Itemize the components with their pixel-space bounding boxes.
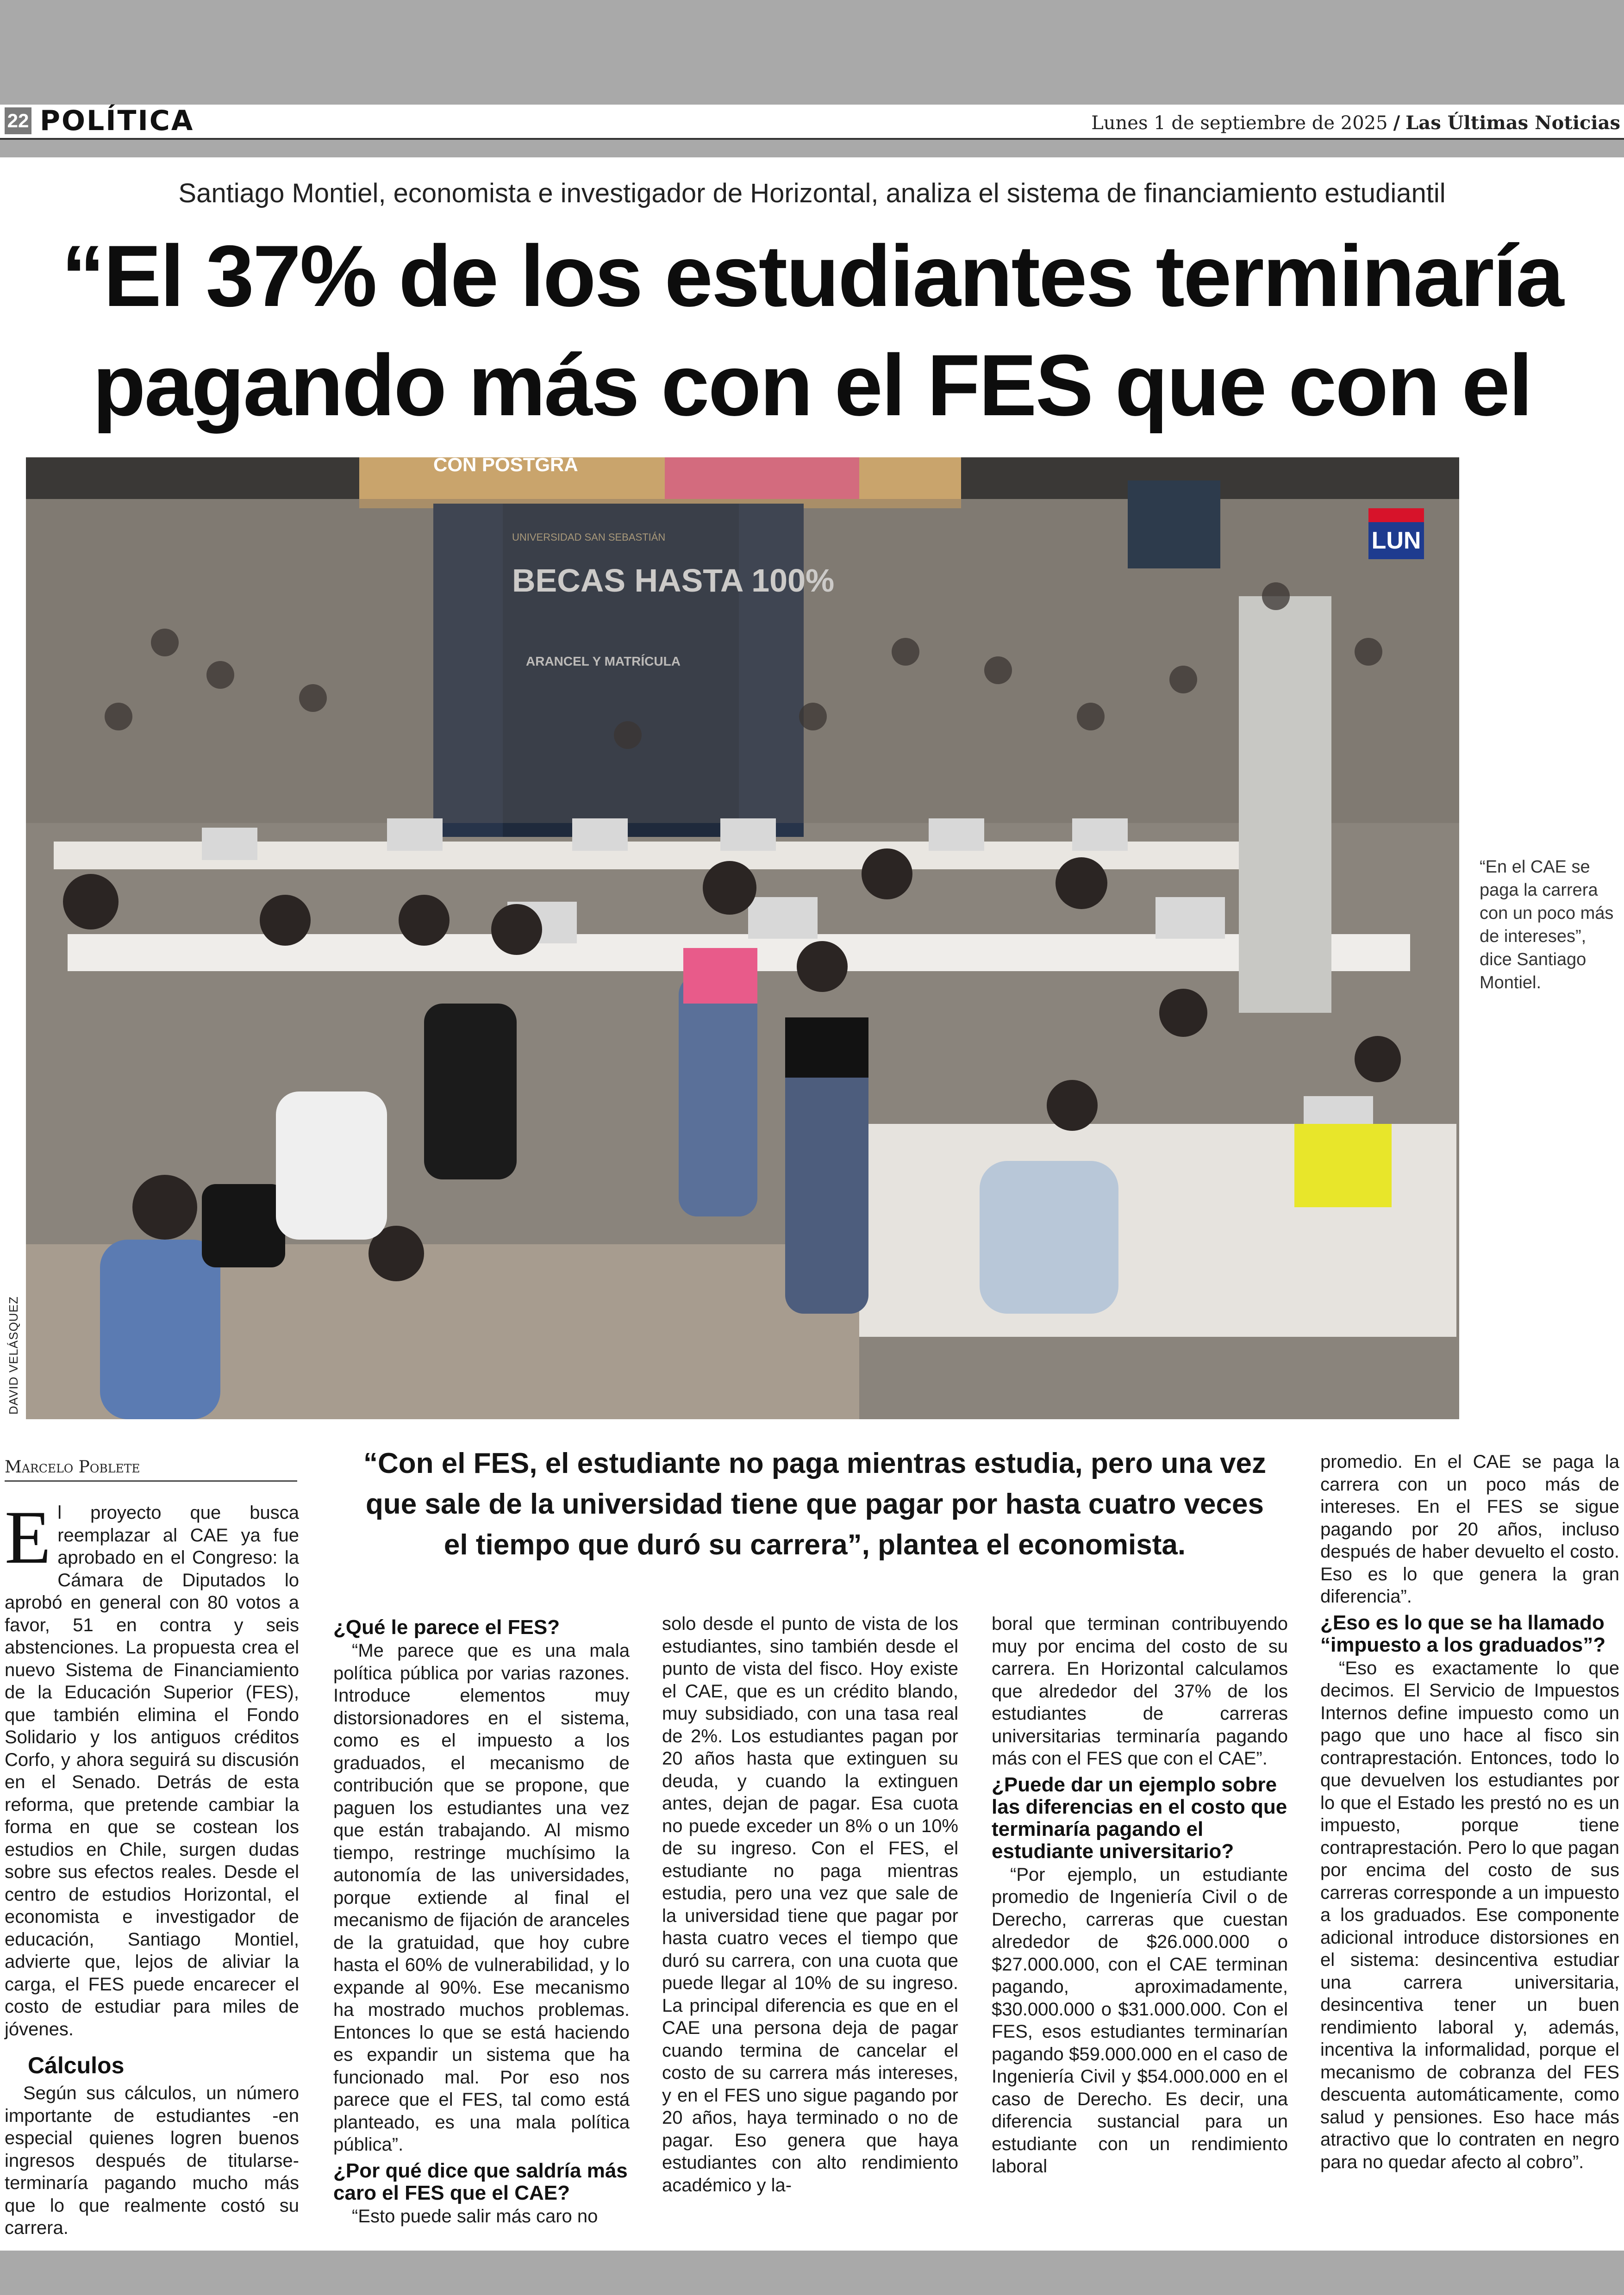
lun-logo	[1368, 508, 1424, 559]
section-title: POLÍTICA	[40, 105, 194, 137]
page-number: 22	[5, 107, 31, 134]
drop-cap: E	[5, 1496, 51, 1579]
question-3: ¿Puede dar un ejemplo sobre las diferencias en el costo que terminaría pagando el estudiante universitario?	[992, 1773, 1287, 1863]
answer-2-start: “Esto puede salir más caro no	[352, 2206, 598, 2226]
question-2: ¿Por qué dice que saldría más caro el FES que el CAE?	[333, 2159, 628, 2204]
dateline-separator: /	[1393, 112, 1400, 134]
article-kicker: Santiago Montiel, economista e investigador de Horizontal, analiza el sistema de financiamiento estudiantil	[178, 178, 1446, 208]
page-header	[0, 105, 1624, 140]
bottom-margin	[0, 2251, 1624, 2295]
column-4-text: boral que terminan contribuyendo muy por encima del costo de su carrera. En Horizontal calculamos que alrededor del 37% de los estudiantes de carreras universitarias terminaría pagando más con el FES que con el CAE”.	[992, 1614, 1288, 1769]
column-3-text: solo desde el punto de vista de los estudiantes, sino también desde el punto de vista del fisco. Hoy existe el CAE, que es un crédito blando, muy subsidiado, con una tasa real de 2%. Los estudiantes pagan por 20 años hasta que extinguen su deuda, y cuando la extinguen antes, dejan de pagar. Esa cuota no puede exceder un 8% o un 10% de su ingreso. Con el FES, el estudiante no paga mientras estudia, pero una vez que sale de la universidad tiene que pagar por hasta cuatro veces el tiempo que duró su carrera, con una cuota que puede llegar al 10% de su ingreso. La principal diferencia es que en el CAE una persona deja de pagar cuando termina de cancelar el costo de su carrera más intereses, y en el FES uno sigue pagando por 20 años, haya terminado o no de pagar. Eso genera que haya estudiantes con alto rendimiento académico y la-	[662, 1614, 958, 2195]
article-photo	[26, 454, 1459, 1419]
banner-text: BECAS HASTA 100%	[512, 562, 835, 599]
banner-sub-text: ARANCEL Y MATRÍCULA	[526, 654, 681, 668]
photo-illustration	[26, 454, 1459, 1419]
question-4: ¿Eso es lo que se ha llamado “impuesto a los graduados”?	[1320, 1611, 1606, 1656]
issue-date: Lunes 1 de septiembre de 2025	[1091, 112, 1388, 134]
headline-line-2: pagando más con el FES que con el	[92, 337, 1532, 434]
calculos-paragraph: Según sus cálculos, un número importante de estudiantes -en especial quienes logren buenos ingresos después de titularse- terminaría pagando mucho más que lo que realmente costó su carrera.	[5, 2083, 299, 2238]
answer-3: “Por ejemplo, un estudiante promedio de Ingeniería Civil o de Derecho, carreras que cuestan alrededor de $26.000.000 o $27.000.000, con el CAE terminan pagando, aproximadamente, $30.000.000 o $31.000.000. Con el FES, esos estudiantes terminarían pagando $59.000.000 en el caso de Ingeniería Civil y $54.000.000 en el caso de Derecho. Es decir, una diferencia sustancial para un estudiante con un rendimiento laboral	[992, 1864, 1288, 2177]
article-column-3	[662, 1613, 958, 2196]
intro-paragraph	[5, 1496, 299, 2040]
question-1: ¿Qué le parece el FES?	[333, 1616, 560, 1639]
article-column-1	[5, 1496, 299, 2238]
photo-credit: DAVID VELÁSQUEZ	[6, 1296, 20, 1415]
column-5-text: promedio. En el CAE se paga la carrera con un poco más de intereses. En el FES se sigue pagando por 20 años, incluso después de haber devuelto el costo. Eso es lo que genera la gran diferencia”.	[1320, 1452, 1619, 1607]
answer-4: “Eso es exactamente lo que decimos. El Servicio de Impuestos Internos define impuesto como un pago que uno hace al fisco sin contraprestación. Entonces, todo lo que devuelven los estudiantes por lo que el Estado les prestó no es un impuesto, porque tiene contraprestación. Pero lo que pagan por encima del costo de sus carreras corresponde a un impuesto a los graduados. Ese componente adicional introduce distorsiones en el sistema: desincentiva estudiar una carrera universitaria, desincentiva tener un buen rendimiento laboral y, además, incentiva la informalidad, porque el mecanismo de cobranza del FES descuenta automáticamente, como salud y pensiones. Eso hace más atractivo que lo contraten en negro para no quedar afecto al cobro”.	[1320, 1658, 1619, 2172]
lun-logo-text: LUN	[1368, 522, 1424, 559]
lun-logo-top	[1368, 508, 1424, 522]
subhead-calculos: Cálculos	[28, 2052, 125, 2078]
headline-line-1: “El 37% de los estudiantes terminaría	[61, 227, 1563, 324]
dateline	[1091, 110, 1620, 136]
article-column-5	[1320, 1451, 1619, 2196]
article-column-2	[333, 1613, 630, 2226]
byline: Marcelo Poblete	[5, 1457, 297, 1482]
photo-caption: “En el CAE se paga la carrera con un poco más de intereses”, dice Santiago Montiel.	[1480, 857, 1614, 992]
banner-brand-text: UNIVERSIDAD SAN SEBASTIÁN	[512, 531, 666, 543]
article-column-4	[992, 1613, 1288, 2196]
intro-text: l proyecto que busca reemplazar al CAE ya fue aprobado en el Congreso: la Cámara de Diputados lo aprobó en general con 80 votos a favor, 51 en contra y seis abstenciones. La propuesta crea el nuevo Sistema de Financiamiento de la Educación Superior (FES), que también elimina el Fondo Solidario y los antiguos créditos Corfo, y ahora seguirá su discusión en el Senado. Detrás de esta reforma, que pretende cambiar la forma en que se costean los estudios en Chile, surgen dudas sobre sus efectos reales. Desde el centro de estudios Horizontal, el economista e investigador de educación, Santiago Montiel, advierte que, lejos de aliviar la carga, el FES puede encarecer el costo de estudiar para miles de jóvenes.	[5, 1503, 299, 2039]
pull-quote: “Con el FES, el estudiante no paga mientras estudia, pero una vez que sale de la universidad tiene que pagar por hasta cuatro veces el tiempo que duró su carrera”, plantea el economista.	[363, 1447, 1266, 1561]
header-rule	[0, 138, 1624, 140]
answer-1: “Me parece que es una mala política pública por varias razones. Introduce elementos muy distorsionadores en el sistema, como es el impuesto a los graduados, el mecanismo de contribución que se propone, que paguen los estudiantes una vez que están trabajando. Al mismo tiempo, restringe muchísimo la autonomía de las universidades, porque extiende al final el mecanismo de fijación de aranceles de la gratuidad, que hoy cubre hasta el 60% de vulnerabilidad, y lo expande al 90%. Ese mecanismo ha mostrado muchos problemas. Entonces lo que se está haciendo es expandir un sistema que ha funcionado mal. Por eso nos parece que el FES, tal como está planteado, es una mala política pública”.	[333, 1640, 630, 2155]
newspaper-name: Las Últimas Noticias	[1405, 112, 1620, 134]
top-sign-text: CON POSTGRA	[433, 454, 578, 475]
